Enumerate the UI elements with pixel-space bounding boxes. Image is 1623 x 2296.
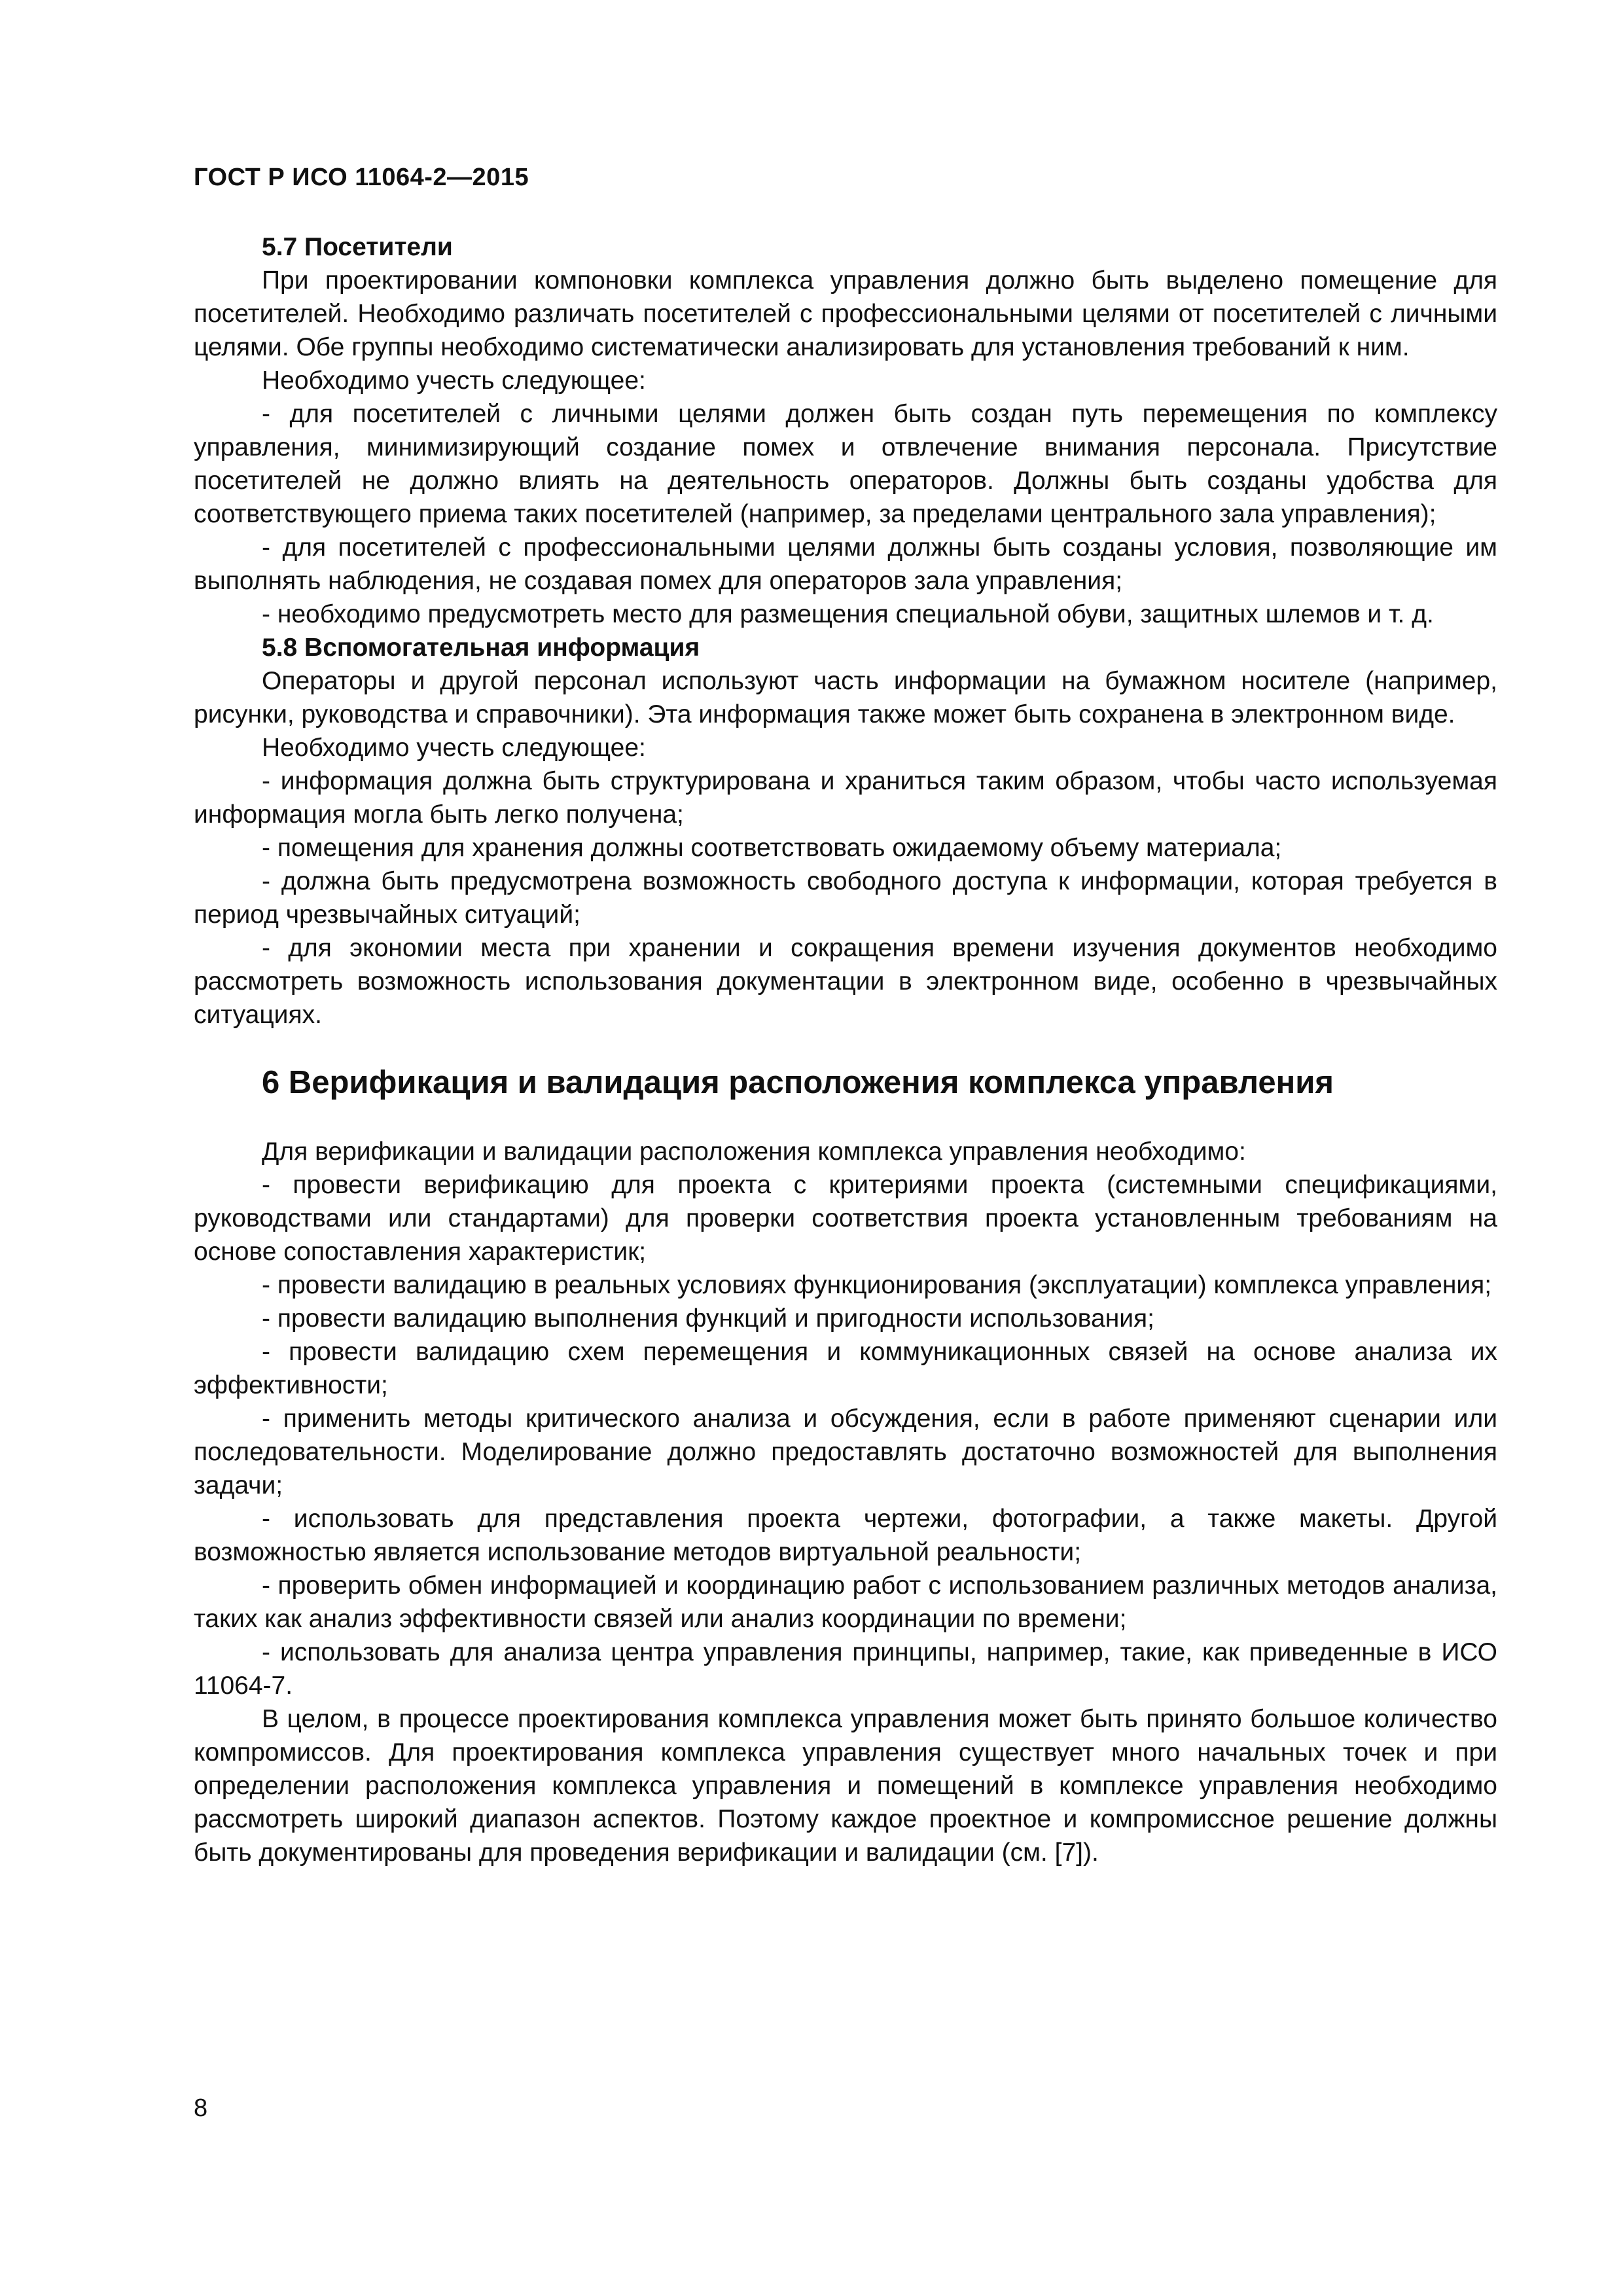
section-5-8-list-item: - должна быть предусмотрена возможность свободного доступа к информации, которая требуется в период чрезвычайных ситуаций; [194, 867, 1497, 929]
section-5-8-lead-in: Необходимо учесть следующее: [262, 734, 646, 762]
section-6-list-item: - провести валидацию выполнения функций и пригодности использования; [262, 1304, 1154, 1333]
section-5-8-paragraph: Операторы и другой персонал используют часть информации на бумажном носителе (например, рисунки, руководства и справочники). Эта информация также может быть сохранена в электронном виде. [194, 667, 1497, 728]
section-6-list-item: - провести верификацию для проекта с критериями проекта (системными спецификациями, руководствами или стандартами) для проверки соответствия проекта установленным требованиям на основе сопоставления характеристик; [194, 1171, 1497, 1266]
section-6-list-item: - использовать для анализа центра управления принципы, например, такие, как приведенные в ИСО 11064-7. [194, 1638, 1497, 1700]
section-5-7-list-item: - для посетителей с личными целями должен быть создан путь перемещения по комплексу управления, минимизирующий создание помех и отвлечение внимания персонала. Присутствие посетителей не должно влиять на деятельность операторов. Должны быть созданы удобства для соответствующего приема таких посетителей (например, за пределами центрального зала управления); [194, 400, 1497, 528]
section-6-intro: Для верификации и валидации расположения комплекса управления необходимо: [262, 1138, 1246, 1166]
section-5-7-list-item: - для посетителей с профессиональными целями должны быть созданы условия, позволяющие им выполнять наблюдения, не создавая помех для операторов зала управления; [194, 533, 1497, 595]
section-6-list-item: - проверить обмен информацией и координацию работ с использованием различных методов анализа, таких как анализ эффективности связей или анализ координации по времени; [194, 1571, 1497, 1633]
section-6-list-item: - использовать для представления проекта чертежи, фотографии, а также макеты. Другой возможностью является использование методов виртуальной реальности; [194, 1505, 1497, 1566]
section-5-7-heading: 5.7 Посетители [262, 233, 453, 261]
section-5-8-heading: 5.8 Вспомогательная информация [262, 634, 700, 662]
page-number: 8 [194, 2094, 208, 2122]
section-5-8-list-item: - информация должна быть структурирована и храниться таким образом, чтобы часто используемая информация могла быть легко получена; [194, 767, 1497, 829]
section-6-list-item: - применить методы критического анализа и обсуждения, если в работе применяют сценарии или последовательности. Моделирование должно предоставлять достаточно возможностей для выполнения задачи; [194, 1405, 1497, 1499]
section-5-8-list-item: - для экономии места при хранении и сокращения времени изучения документов необходимо рассмотреть возможность использования документации в электронном виде, особенно в чрезвычайных ситуациях. [194, 934, 1497, 1029]
section-6-list-item: - провести валидацию в реальных условиях функционирования (эксплуатации) комплекса управления; [262, 1271, 1492, 1299]
section-6-heading: 6 Верификация и валидация расположения комплекса управления [262, 1065, 1334, 1100]
document-body [194, 230, 1497, 1869]
section-5-7-paragraph: При проектировании компоновки комплекса управления должно быть выделено помещение для посетителей. Необходимо различать посетителей с профессиональными целями от посетителей с личными целями. Обе группы необходимо систематически анализировать для установления требований к ним. [194, 266, 1497, 361]
section-5-8-list-item: - помещения для хранения должны соответствовать ожидаемому объему материала; [262, 834, 1282, 862]
document-code-header: ГОСТ Р ИСО 11064-2—2015 [194, 164, 529, 191]
section-6-list-item: - провести валидацию схем перемещения и коммуникационных связей на основе анализа их эффективности; [194, 1338, 1497, 1399]
section-5-7-list-item: - необходимо предусмотреть место для размещения специальной обуви, защитных шлемов и т. д. [262, 600, 1434, 628]
section-5-7-lead-in: Необходимо учесть следующее: [262, 367, 646, 395]
section-6-conclusion: В целом, в процессе проектирования комплекса управления может быть принято большое количество компромиссов. Для проектирования комплекса управления существует много начальных точек и при определении расположения комплекса управления и помещений в комплексе управления необходимо рассмотреть широкий диапазон аспектов. Поэтому каждое проектное и компромиссное решение должны быть документированы для проведения верификации и валидации (см. [7]). [194, 1705, 1497, 1867]
